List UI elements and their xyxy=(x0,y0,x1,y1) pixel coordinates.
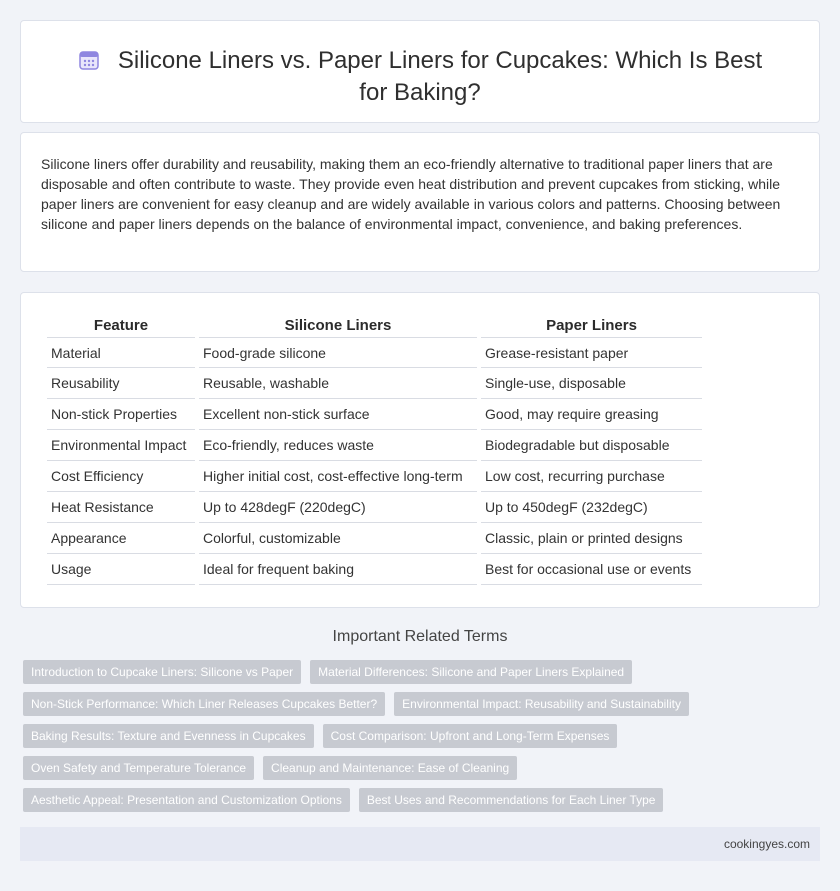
feature-cell: Non-stick Properties xyxy=(47,399,195,430)
related-term-tag[interactable]: Non-Stick Performance: Which Liner Releases Cupcakes Better? xyxy=(23,692,385,716)
header-feature: Feature xyxy=(93,316,149,334)
table-row xyxy=(47,430,702,461)
related-term-tag[interactable]: Cleanup and Maintenance: Ease of Cleaning xyxy=(263,756,517,780)
feature-cell: Reusability xyxy=(47,368,195,399)
paper-cell: Low cost, recurring purchase xyxy=(481,461,702,492)
footer-site[interactable]: cookingyes.com xyxy=(723,837,810,851)
related-term-tag[interactable]: Environmental Impact: Reusability and Sustainability xyxy=(394,692,689,716)
related-terms-list xyxy=(23,660,723,820)
comparison-table xyxy=(43,315,706,585)
paper-cell: Up to 450degF (232degC) xyxy=(481,492,702,523)
title-card xyxy=(20,20,820,123)
related-terms-heading: Important Related Terms xyxy=(332,628,508,645)
related-term-tag[interactable]: Cost Comparison: Upfront and Long-Term Expenses xyxy=(323,724,618,748)
header-silicone: Silicone Liners xyxy=(284,316,392,334)
table-row xyxy=(47,461,702,492)
silicone-cell: Food-grade silicone xyxy=(199,337,477,368)
page-title: Silicone Liners vs. Paper Liners for Cupcakes: Which Is Best for Baking? xyxy=(117,47,763,106)
silicone-cell: Colorful, customizable xyxy=(199,523,477,554)
header-paper: Paper Liners xyxy=(546,316,637,334)
paper-cell: Classic, plain or printed designs xyxy=(481,523,702,554)
silicone-cell: Up to 428degF (220degC) xyxy=(199,492,477,523)
related-term-tag[interactable]: Material Differences: Silicone and Paper Liners Explained xyxy=(310,660,632,684)
silicone-cell: Excellent non-stick surface xyxy=(199,399,477,430)
table-row xyxy=(47,523,702,554)
silicone-cell: Eco-friendly, reduces waste xyxy=(199,430,477,461)
paper-cell: Best for occasional use or events xyxy=(481,554,702,585)
related-term-tag[interactable]: Aesthetic Appeal: Presentation and Customization Options xyxy=(23,788,350,812)
feature-cell: Usage xyxy=(47,554,195,585)
feature-cell: Material xyxy=(47,337,195,368)
page-title-wrap xyxy=(61,45,779,109)
related-term-tag[interactable]: Best Uses and Recommendations for Each Liner Type xyxy=(359,788,664,812)
related-term-tag[interactable]: Oven Safety and Temperature Tolerance xyxy=(23,756,254,780)
paper-cell: Biodegradable but disposable xyxy=(481,430,702,461)
footer xyxy=(20,827,820,861)
related-term-tag[interactable]: Baking Results: Texture and Evenness in Cupcakes xyxy=(23,724,314,748)
feature-cell: Heat Resistance xyxy=(47,492,195,523)
table-header-row xyxy=(47,315,702,337)
table-row xyxy=(47,399,702,430)
feature-cell: Environmental Impact xyxy=(47,430,195,461)
feature-cell: Appearance xyxy=(47,523,195,554)
table-row xyxy=(47,368,702,399)
table-row xyxy=(47,337,702,368)
silicone-cell: Higher initial cost, cost-effective long-term xyxy=(199,461,477,492)
table-card xyxy=(20,292,820,608)
silicone-cell: Reusable, washable xyxy=(199,368,477,399)
feature-cell: Cost Efficiency xyxy=(47,461,195,492)
table-row xyxy=(47,554,702,585)
related-term-tag[interactable]: Introduction to Cupcake Liners: Silicone vs Paper xyxy=(23,660,301,684)
intro-card xyxy=(20,132,820,272)
intro-paragraph: Silicone liners offer durability and reusability, making them an eco-friendly alternative to traditional paper liners that are disposable and often contribute to waste. They provide even heat distribution and prevent cupcakes from sticking, while paper liners are convenient for easy cleanup and are widely available in various colors and patterns. Choosing between silicone and paper liners depends on the balance of environmental impact, convenience, and baking preferences. xyxy=(41,156,781,232)
calendar-icon xyxy=(78,49,100,71)
table-row xyxy=(47,492,702,523)
paper-cell: Single-use, disposable xyxy=(481,368,702,399)
paper-cell: Good, may require greasing xyxy=(481,399,702,430)
silicone-cell: Ideal for frequent baking xyxy=(199,554,477,585)
paper-cell: Grease-resistant paper xyxy=(481,337,702,368)
